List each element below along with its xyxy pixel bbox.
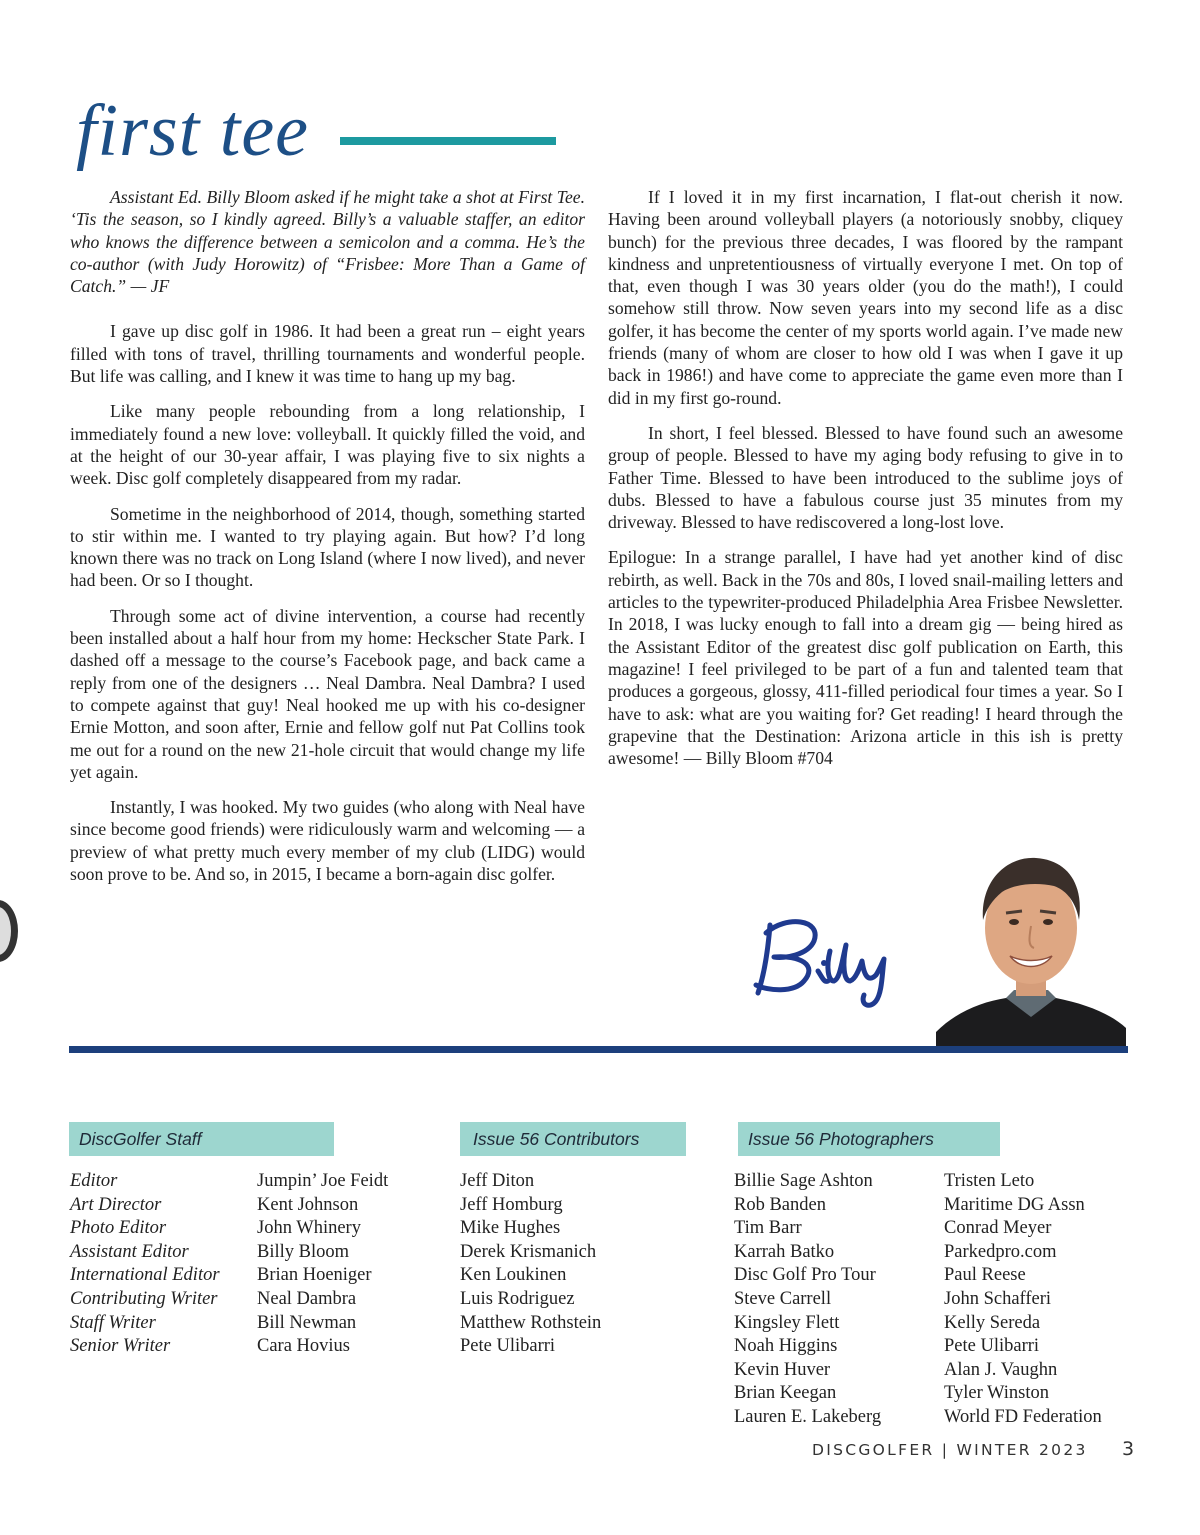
photographer-name: Steve Carrell	[734, 1288, 832, 1309]
staff-role: Contributing Writer	[70, 1288, 218, 1309]
staff-roles-list	[70, 1170, 220, 1359]
photographer-name: Billie Sage Ashton	[734, 1171, 873, 1191]
staff-names-list	[257, 1170, 388, 1359]
photographer-name: Kingsley Flett	[734, 1312, 840, 1333]
photographer-name: Lauren E. Lakeberg	[734, 1406, 882, 1427]
photographer-name: Kevin Huver	[734, 1359, 831, 1380]
contributor-name: Jeff Diton	[460, 1171, 535, 1191]
staff-role: International Editor	[70, 1265, 220, 1286]
staff-role: Editor	[70, 1171, 118, 1191]
photographer-name: Alan J. Vaughn	[944, 1359, 1058, 1380]
photographer-name: Tim Barr	[734, 1218, 802, 1239]
article-paragraph: Like many people rebounding from a long relationship, I immediately found a new love: volleyball. It quickly filled the void, and at the height of our 30-year affair, I was playing five to six nights a week. Disc golf completely disappeared from my radar.	[70, 401, 585, 489]
staff-name: Cara Hovius	[257, 1336, 350, 1357]
photographers-list-1	[734, 1170, 881, 1430]
contributors-heading: Issue 56 Contributors	[460, 1122, 686, 1156]
disc-edge-graphic	[0, 900, 18, 962]
article-paragraph: I gave up disc golf in 1986. It had been a great run – eight years filled with tons of travel, thrilling tournaments and wonderful people. But life was calling, and I knew it was time to hang up my bag.	[70, 321, 585, 387]
article-paragraph: In short, I feel blessed. Blessed to have found such an awesome group of people. Blessed to have my aging body refusing to give in to Father Time. Blessed to have been introduced to the sublime joys of dubs. Blessed to have a fabulous course just 35 minutes from my driveway. Blessed to have rediscovered a long-lost love.	[608, 422, 1123, 533]
staff-role: Assistant Editor	[70, 1241, 189, 1262]
staff-role: Staff Writer	[70, 1312, 156, 1333]
staff-name: John Whinery	[257, 1218, 361, 1239]
staff-name: Neal Dambra	[257, 1288, 357, 1309]
photographer-name: Noah Higgins	[734, 1336, 838, 1357]
staff-role: Senior Writer	[70, 1336, 171, 1357]
photographer-name: Paul Reese	[944, 1265, 1026, 1286]
contributors-list	[460, 1170, 601, 1359]
photographer-name: World FD Federation	[944, 1406, 1102, 1427]
staff-name: Jumpin’ Joe Feidt	[257, 1171, 389, 1191]
page-title: first tee	[76, 90, 310, 172]
staff-name: Billy Bloom	[257, 1241, 350, 1262]
contributor-name: Pete Ulibarri	[460, 1336, 556, 1357]
staff-name: Kent Johnson	[257, 1194, 359, 1215]
magazine-footer: DISCGOLFER | WINTER 2023	[812, 1441, 1088, 1459]
staff-name: Bill Newman	[257, 1312, 357, 1333]
article-paragraph: Through some act of divine intervention, a course had recently been installed about a half hour from my home: Heckscher State Park. I dashed off a message to the course’s Facebook page, and back came a reply from one of the designers … Neal Dambra. Neal Dambra? I used to compete against that guy! Neal hooked me up with his co-designer Ernie Motton, and soon after, Ernie and fellow golf nut Pat Collins took me out for a round on the new 21-hole circuit that would change my life yet again.	[70, 605, 585, 782]
photographer-name: Parkedpro.com	[944, 1241, 1057, 1262]
contributor-name: Matthew Rothstein	[460, 1312, 602, 1333]
article-paragraph: Instantly, I was hooked. My two guides (who along with Neal have since become good friends) were ridiculously warm and welcoming — a preview of what pretty much every member of my club (LIDG) would soon prove to be. And so, in 2015, I became a born-again disc golfer.	[70, 797, 585, 885]
photographer-name: John Schafferi	[944, 1288, 1052, 1309]
contributor-name: Jeff Homburg	[460, 1194, 563, 1215]
staff-role: Photo Editor	[70, 1218, 167, 1239]
photographer-name: Rob Banden	[734, 1194, 826, 1215]
epilogue-paragraph: Epilogue: In a strange parallel, I have had yet another kind of disc rebirth, as well. Back in the 70s and 80s, I loved snail-mailing letters and articles to the typewriter-produced Philadelphia Area Frisbee Newsletter. In 2018, I was lucky enough to fall into a dream gig — being hired as the Assistant Editor of the greatest disc golf publication on Earth, this magazine! I feel privileged to be part of a fun and talented team that produces a gorgeous, glossy, 411-filled periodical four times a year. So I have to ask: what are you waiting for? Get reading! I heard through the grapevine that the Destination: Arizona article in this ish is pretty awesome! — Billy Bloom #704	[608, 547, 1123, 769]
photographer-name: Tyler Winston	[944, 1383, 1050, 1404]
article-paragraph: Sometime in the neighborhood of 2014, though, something started to stir within me. I wanted to try playing again. But how? I’d long known there was no track on Long Island (where I now lived), and never had been. Or so I thought.	[70, 503, 585, 591]
photographer-name: Conrad Meyer	[944, 1218, 1052, 1239]
photographer-name: Disc Golf Pro Tour	[734, 1265, 876, 1286]
photographers-heading: Issue 56 Photographers	[738, 1122, 1000, 1156]
photographer-name: Brian Keegan	[734, 1383, 837, 1404]
photographer-name: Maritime DG Assn	[944, 1194, 1085, 1215]
contributor-name: Mike Hughes	[460, 1218, 561, 1239]
staff-role: Art Director	[70, 1194, 162, 1215]
contributor-name: Ken Loukinen	[460, 1265, 567, 1286]
title-rule	[340, 137, 556, 145]
article-paragraph: If I loved it in my first incarnation, I flat-out cherish it now. Having been around volleyball players (a notoriously snobby, cliquey bunch) for the previous three decades, I was floored by the rampant kindness and unpretentiousness of virtually everyone I met. On top of that, even though I was 30 years older (you do the math!), I could somehow still throw. Now seven years into my second life as a disc golfer, it has become the center of my sports world again. I’ve made new friends (many of whom are closer to how old I was when I gave it up back in 1986!) and have come to appreciate the game even more than I did in my first go-round.	[608, 187, 1123, 408]
photographer-name: Karrah Batko	[734, 1241, 835, 1262]
staff-name: Brian Hoeniger	[257, 1265, 372, 1286]
author-photo	[936, 842, 1126, 1046]
article-column-left	[70, 186, 585, 898]
contributor-name: Luis Rodriguez	[460, 1288, 575, 1309]
photographers-list-2	[944, 1170, 1102, 1430]
photographer-name: Tristen Leto	[944, 1171, 1035, 1191]
staff-heading: DiscGolfer Staff	[69, 1122, 334, 1156]
signature-billy	[734, 905, 924, 1015]
editor-intro: Assistant Ed. Billy Bloom asked if he might take a shot at First Tee. ‘Tis the season, so I kindly agreed. Billy’s a valuable staffer, an editor who knows the difference between a semicolon and a comma. He’s the co-author (with Judy Horowitz) of “Frisbee: More Than a Game of Catch.” — JF	[70, 187, 585, 297]
photographer-name: Pete Ulibarri	[944, 1336, 1040, 1357]
article-column-right	[608, 186, 1123, 782]
page-number: 3	[1122, 1438, 1135, 1460]
photographer-name: Kelly Sereda	[944, 1312, 1041, 1333]
section-divider	[69, 1046, 1128, 1053]
contributor-name: Derek Krismanich	[460, 1241, 597, 1262]
